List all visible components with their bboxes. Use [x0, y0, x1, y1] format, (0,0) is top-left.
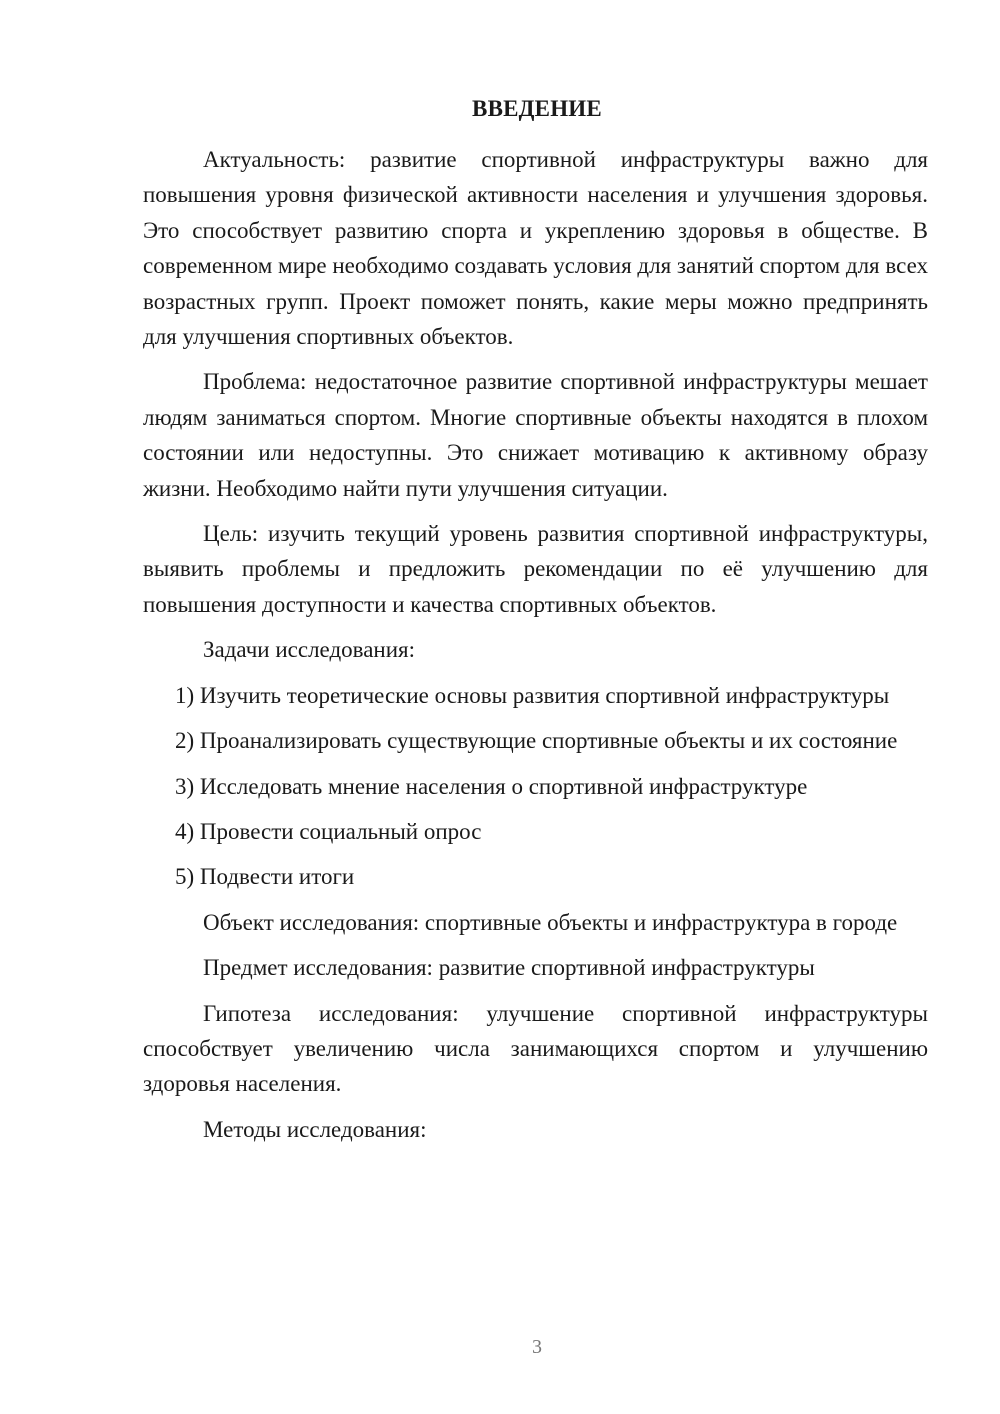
- paragraph-goal: Цель: изучить текущий уровень развития спортивной инфраструктуры, выявить проблемы и предложить рекомендации по её улучшению для повышения доступности и качества спортивных объектов.: [143, 521, 928, 617]
- paragraph-subject: Предмет исследования: развитие спортивной инфраструктуры: [203, 955, 815, 981]
- tasks-heading: Задачи исследования:: [203, 637, 416, 663]
- page-number: 3: [532, 1336, 542, 1358]
- task-item-5: 5) Подвести итоги: [175, 864, 355, 890]
- task-item-4: 4) Провести социальный опрос: [175, 818, 482, 844]
- paragraph-hypothesis: Гипотеза исследования: улучшение спортивной инфраструктуры способствует увеличению числа занимающихся спортом и улучшению здоровья населения.: [143, 1000, 928, 1097]
- paragraph-relevance: Актуальность: развитие спортивной инфраструктуры важно для повышения уровня физической активности населения и улучшения здоровья. Это способствует развитию спорта и укреплению здоровья в обществе. В современном мире необходимо создавать условия для занятий спортом для всех возрастных групп. Проект поможет понять, какие меры можно предпринять для улучшения спортивных объектов.: [143, 147, 928, 350]
- task-item-3: 3) Исследовать мнение населения о спортивной инфраструктуре: [175, 773, 808, 799]
- methods-heading: Методы исследования:: [203, 1116, 427, 1142]
- document-body: [143, 142, 928, 1157]
- paragraph-object: Объект исследования: спортивные объекты и инфраструктура в городе: [203, 909, 898, 935]
- paragraph-problem: Проблема: недостаточное развитие спортивной инфраструктуры мешает людям заниматься спортом. Многие спортивные объекты находятся в плохом состоянии или недоступны. Это снижает мотивацию к активному образу жизни. Необходимо найти пути улучшения ситуации.: [143, 369, 928, 501]
- task-item-2: 2) Проанализировать существующие спортивные объекты и их состояние: [175, 728, 898, 754]
- task-item-1: 1) Изучить теоретические основы развития спортивной инфраструктуры: [175, 682, 890, 708]
- section-title: ВВЕДЕНИЕ: [472, 96, 602, 121]
